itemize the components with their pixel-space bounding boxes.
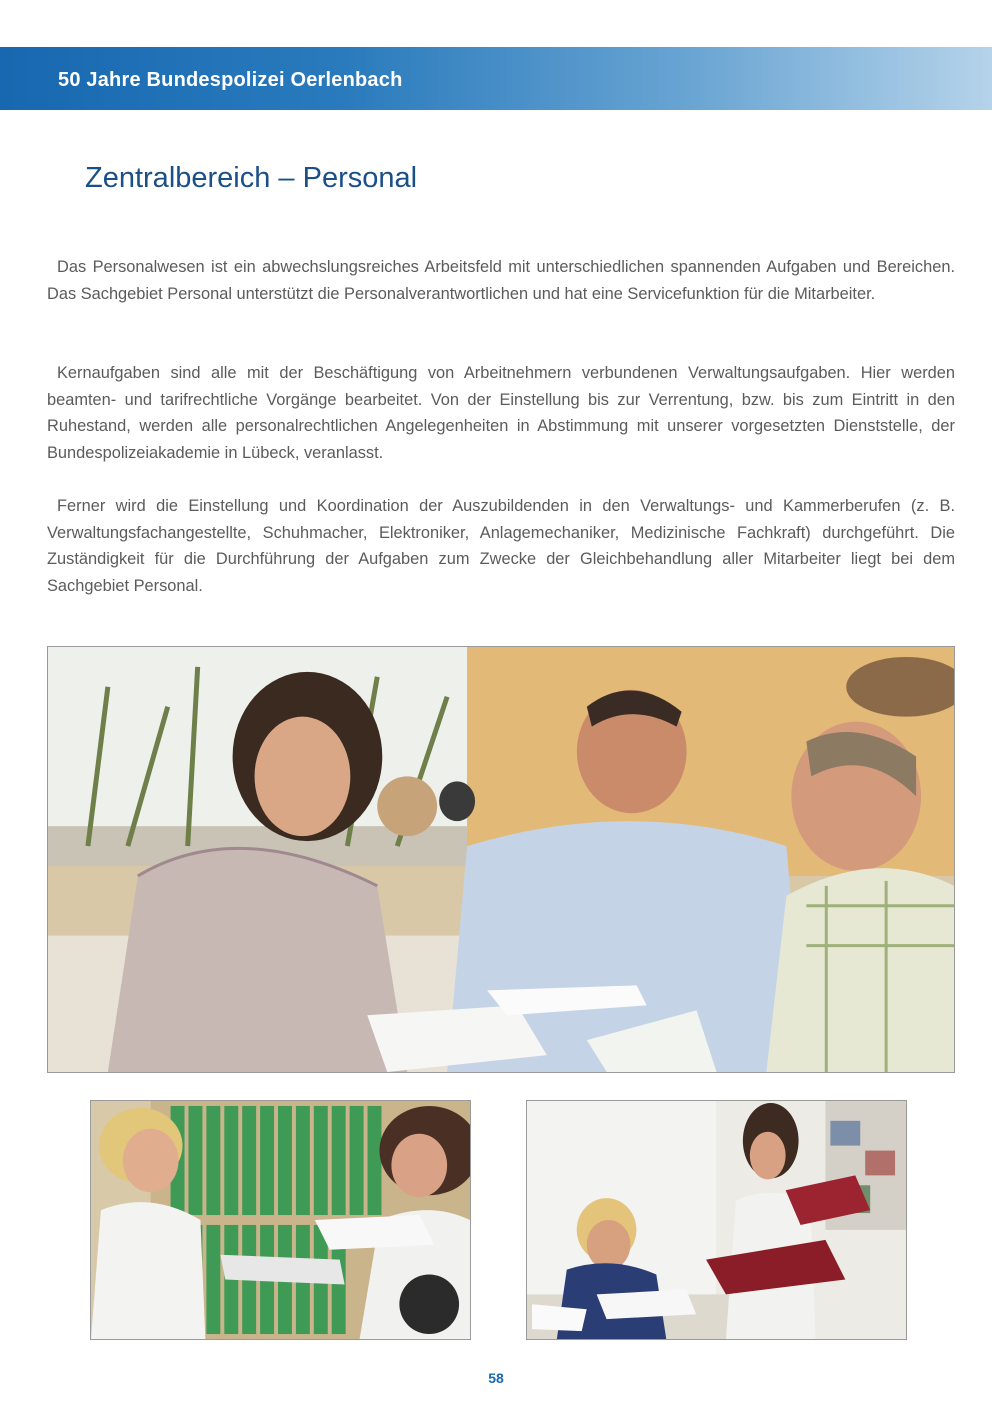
header-title: 50 Jahre Bundespolizei Oerlenbach [58,69,403,91]
header-band [0,47,992,110]
page-title: Zentralbereich – Personal [85,162,418,194]
body-paragraph-3: Ferner wird die Einstellung und Koordination der Auszubildenden in den Verwaltungs- und Kammerberufen (z. B. Verwaltungsfachangestellte, Schuhmacher, Elektroniker, Anlagemechaniker, Medizinische Fachkraft) durchgeführt. Die Zuständigkeit für die Durchführung der Aufgaben zum Zwecke der Gleichbehandlung aller Mitarbeiter liegt bei dem Sachgebiet Personal. [47,497,955,595]
office-meeting-photo [47,646,955,1073]
page-number: 58 [488,1370,504,1386]
binder-handover-photo [90,1100,471,1340]
body-paragraph-1: Das Personalwesen ist ein abwechslungsreiches Arbeitsfeld mit unterschiedlichen spannenden Aufgaben und Bereichen. Das Sachgebiet Personal unterstützt die Personalverantwortlichen und hat eine Servicefunktion für die Mitarbeiter. [47,258,955,303]
body-paragraph-2: Kernaufgaben sind alle mit der Beschäftigung von Arbeitnehmern verbundenen Verwaltungsaufgaben. Hier werden beamten- und tarifrechtliche Vorgänge bearbeitet. Von der Einstellung bis zur Verrentung, bzw. bis zum Eintritt in den Ruhestand, werden alle personalrechtlichen Angelegenheiten in Abstimmung mit unserer vorgesetzten Dienststelle, der Bundespolizeiakademie in Lübeck, veranlasst. [47,364,955,462]
folder-review-photo [526,1100,907,1340]
